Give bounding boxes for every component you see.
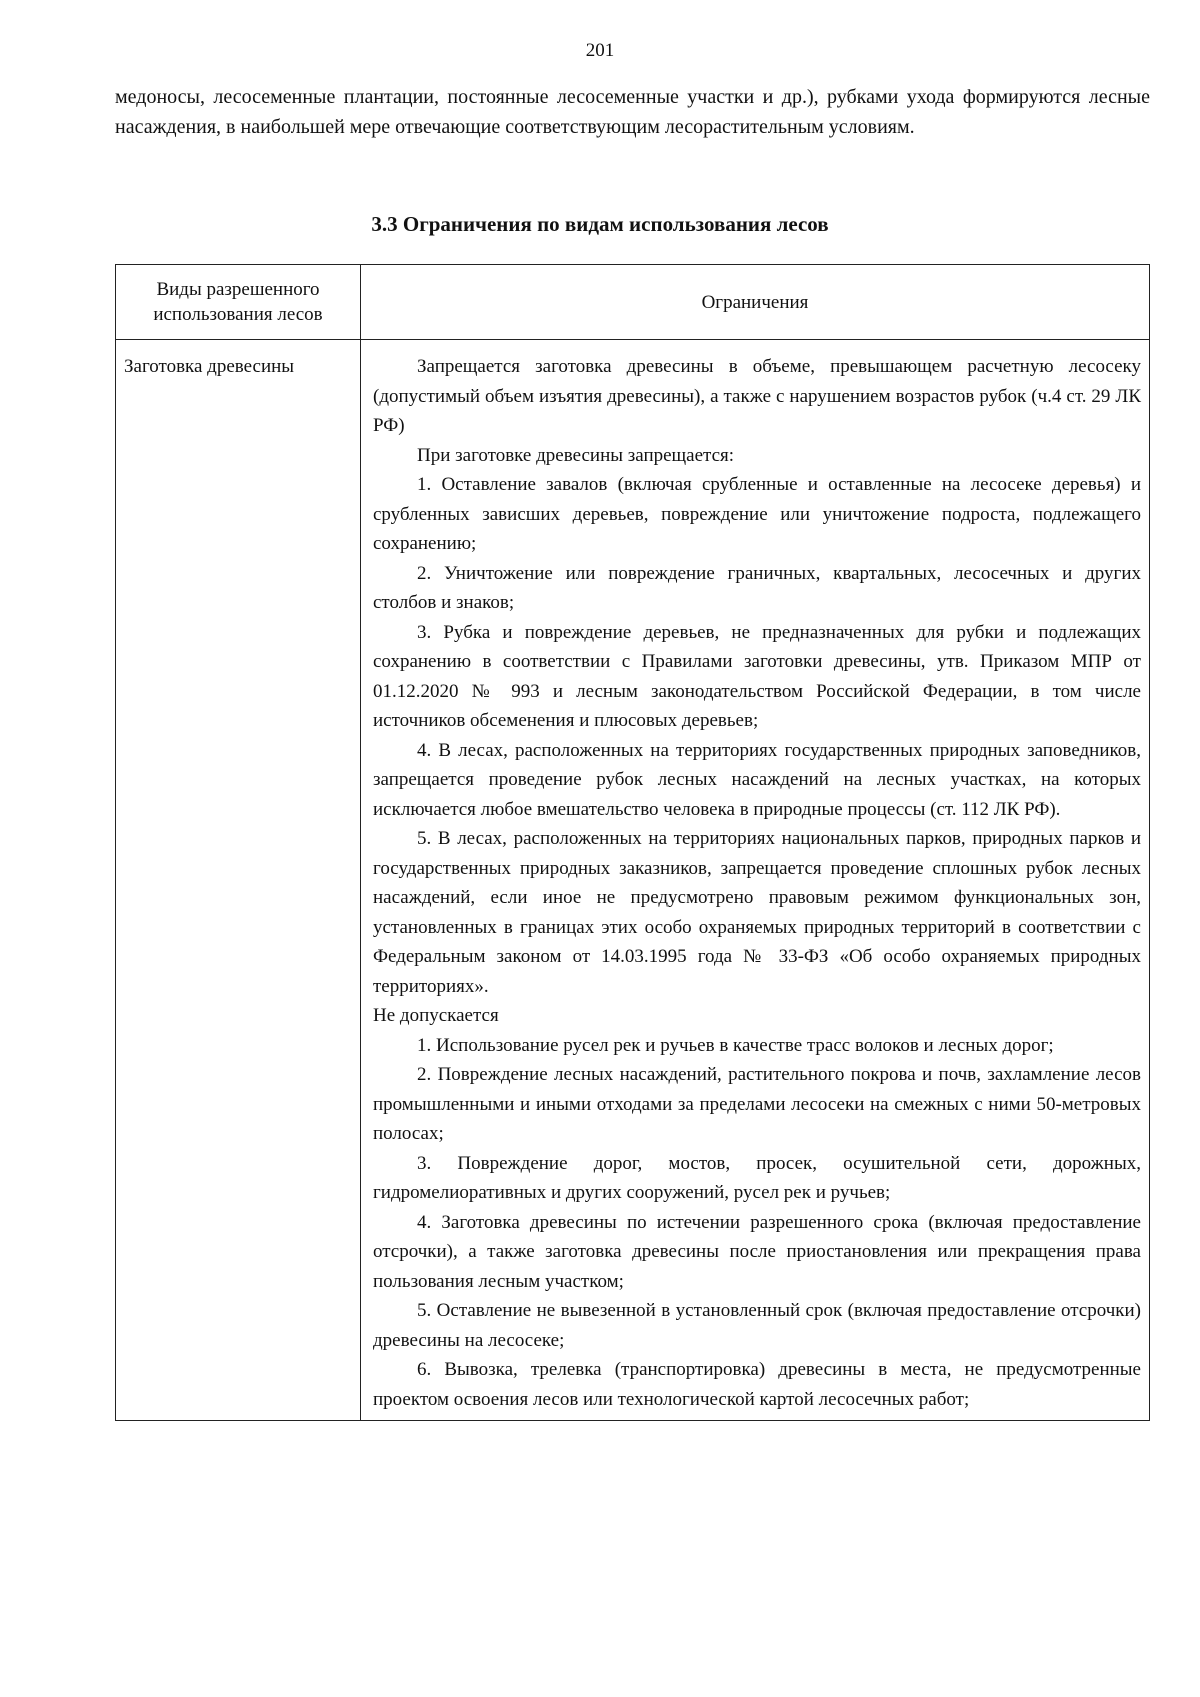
usage-type-cell: Заготовка древесины <box>116 340 361 1421</box>
restriction-paragraph: 4. Заготовка древесины по истечении разрешенного срока (включая предоставление отсрочки), а также заготовка древесины после приостановления или прекращения права пользования лесным участком; <box>373 1211 1141 1292</box>
table-header-row <box>116 265 1150 340</box>
restriction-paragraph: 1. Оставление завалов (включая срубленные и оставленные на лесосеке деревья) и срубленных зависших деревьев, повреждение или уничтожение подроста, подлежащего сохранению; <box>373 474 1141 554</box>
header-restrictions: Ограничения <box>361 265 1150 340</box>
restriction-paragraph: При заготовке древесины запрещается: <box>417 444 735 466</box>
restriction-paragraph: 4. В лесах, расположенных на территориях государственных природных заповедников, запрещается проведение рубок лесных насаждений на лесных участках, на которых исключается любое вмешательство человека в природные процессы (ст. 112 ЛК РФ). <box>373 739 1141 820</box>
restriction-paragraph: 5. В лесах, расположенных на территориях национальных парков, природных парков и государственных природных заказников, запрещается проведение сплошных рубок лесных насаждений, если иное не предусмотрено правовым режимом функциональных зон, установленных в границах этих особо охраняемых природных территорий в соответствии с Федеральным законом от 14.03.1995 года № 33-ФЗ «Об особо охраняемых природных территориях». <box>373 828 1141 997</box>
restrictions-table <box>115 264 1150 1421</box>
restriction-paragraph: 3. Повреждение дорог, мостов, просек, осушительной сети, дорожных, гидромелиоративных и других сооружений, русел рек и ручьев; <box>373 1152 1141 1203</box>
restriction-paragraph: 3. Рубка и повреждение деревьев, не предназначенных для рубки и подлежащих сохранению в соответствии с Правилами заготовки древесины, утв. Приказом МПР от 01.12.2020 № 993 и лесным законодательством Российской Федерации, в том числе источников обсеменения и плюсовых деревьев; <box>373 621 1141 731</box>
header-usage-type: Виды разрешенного использования лесов <box>116 265 361 340</box>
restrictions-cell <box>361 340 1150 1421</box>
section-title: 3.3 Ограничения по видам использования лесов <box>371 212 829 236</box>
restriction-paragraph: 6. Вывозка, трелевка (транспортировка) древесины в места, не предусмотренные проектом освоения лесов или технологической картой лесосечных работ; <box>373 1359 1141 1410</box>
page-number: 201 <box>585 40 615 61</box>
restriction-paragraph: 2. Уничтожение или повреждение граничных, квартальных, лесосечных и других столбов и знаков; <box>373 562 1141 613</box>
restriction-paragraph: 1. Использование русел рек и ручьев в качестве трасс волоков и лесных дорог; <box>417 1034 1054 1056</box>
restriction-subheading: Не допускается <box>373 1005 499 1026</box>
intro-paragraph: медоносы, лесосеменные плантации, постоянные лесосеменные участки и др.), рубками ухода формируются лесные насаждения, в наибольшей мере отвечающие соответствующим лесорастительным условиям. <box>115 86 1150 138</box>
restriction-paragraph: 2. Повреждение лесных насаждений, растительного покрова и почв, захламление лесов промышленными и иными отходами за пределами лесосеки на смежных с ними 50-метровых полосах; <box>373 1064 1141 1144</box>
restriction-paragraph: Запрещается заготовка древесины в объеме, превышающем расчетную лесосеку (допустимый объем изъятия древесины), а также с нарушением возрастов рубок (ч.4 ст. 29 ЛК РФ) <box>373 356 1141 436</box>
restriction-paragraph: 5. Оставление не вывезенной в установленный срок (включая предоставление отсрочки) древесины на лесосеке; <box>373 1300 1141 1351</box>
table-row <box>116 340 1150 1421</box>
